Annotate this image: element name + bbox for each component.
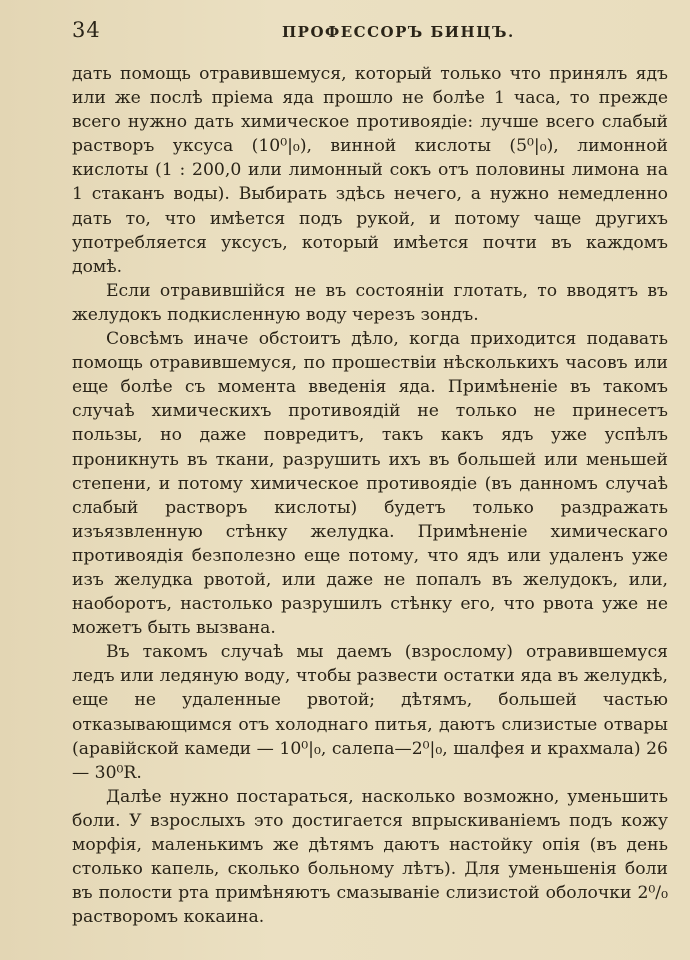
- page-header: [72, 18, 668, 48]
- paragraph: Совсѣмъ иначе обстоитъ дѣло, когда приходится подавать помощь отравившемуся, по прошествіи нѣсколькихъ часовъ или еще болѣе съ момента введенія яда. Примѣненіе въ такомъ случаѣ химическихъ противоядій не только не принесетъ пользы, но даже повредитъ, такъ какъ ядъ уже успѣлъ проникнуть въ ткани, разрушить ихъ въ большей или меньшей степени, и потому химическое противоядіе (въ данномъ случаѣ слабый растворъ кислоты) будетъ только раздражать изъязвленную стѣнку желудка. Примѣненіе химическаго противоядія безполезно еще потому, что ядъ или удаленъ уже изъ желудка рвотой, или даже не попалъ въ желудокъ, или, наоборотъ, настолько разрушилъ стѣнку его, что рвота уже не можетъ быть вызвана.: [72, 329, 668, 639]
- body-text: [72, 62, 668, 929]
- paragraph: Далѣе нужно постараться, насколько возможно, уменьшить боли. У взрослыхъ это достигается впрыскиваніемъ подъ кожу морфія, маленькимъ же дѣтямъ даютъ настойку опія (въ день столько капель, сколько больному лѣтъ). Для уменьшенія боли въ полости рта примѣняютъ смазываніе слизистой оболочки 2⁰/₀ растворомъ кокаина.: [72, 786, 668, 928]
- paragraph: дать помощь отравившемуся, который только что принялъ ядъ или же послѣ пріема яда прошло не болѣе 1 часа, то прежде всего нужно дать химическое противоядіе: лучше всего слабый растворъ уксуса (10⁰|₀), винной кислоты (5⁰|₀), лимонной кислоты (1 : 200,0 или лимонный сокъ отъ половины лимона на 1 стаканъ воды). Выбирать здѣсь нечего, а нужно немедленно дать то, что имѣется подъ рукой, и потому чаще другихъ употребляется уксусъ, который имѣется почти въ каждомъ домѣ.: [72, 64, 668, 277]
- running-title: ПРОФЕССОРЪ БИНЦЪ.: [282, 23, 515, 41]
- paragraph: Въ такомъ случаѣ мы даемъ (взрослому) отравившемуся ледъ или ледяную воду, чтобы развести остатки яда въ желудкѣ, еще не удаленные рвотой; дѣтямъ, большей частью отказывающимся отъ холоднаго питья, даютъ слизистые отвары (аравійской камеди — 10⁰|₀, салепа—2⁰|₀, шалфея и крахмала) 26 — 30⁰R.: [72, 642, 668, 783]
- page-number: 34: [72, 18, 101, 42]
- paragraph: Если отравившійся не въ состояніи глотать, то вводятъ въ желудокъ подкисленную воду черезъ зондъ.: [72, 280, 668, 325]
